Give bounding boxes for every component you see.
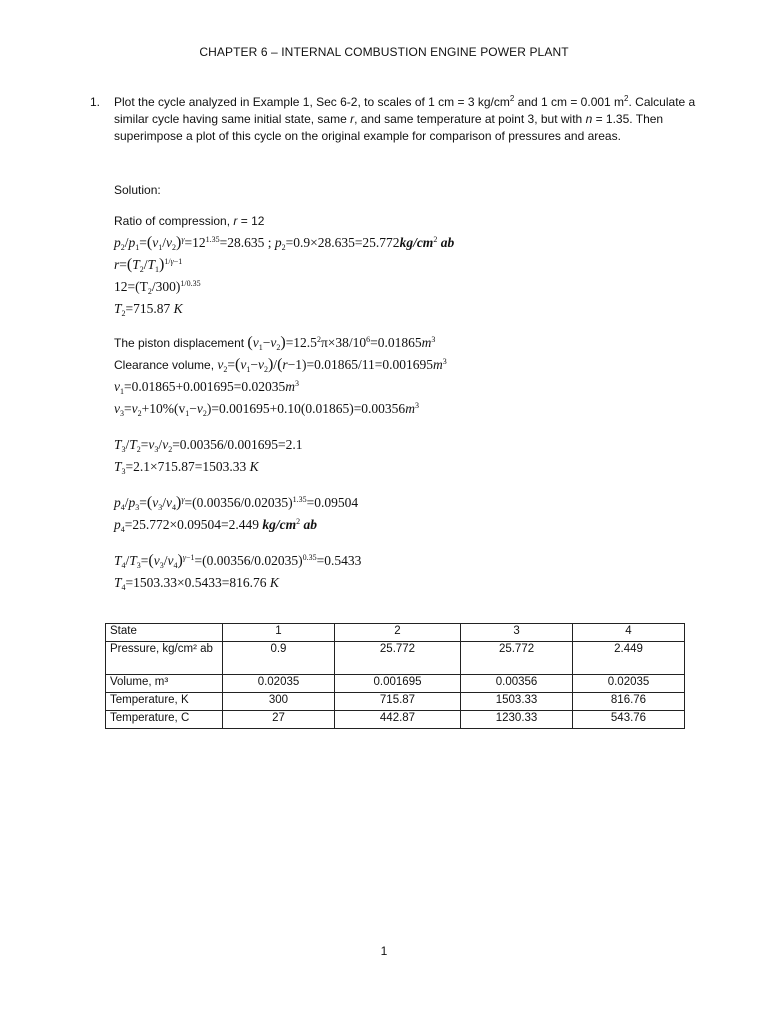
equation-t3-ratio: $T_3/T_2=v_3/v_2=0.00356/0.001695=2.1$ [114, 437, 303, 454]
table-row [106, 711, 685, 729]
table-row [106, 624, 685, 642]
equation-displacement: The piston displacement $(v_1-v_2)=12.5^2\pi\times 38/10^6=0.01865m^3$ [114, 334, 436, 352]
table-cell: 3 [461, 624, 573, 642]
problem-number: 1. [90, 95, 101, 109]
table-row [106, 675, 685, 693]
table-cell: State [106, 624, 223, 642]
equation-r: $r=(T_2/T_1)^{1/\gamma-1}$ [114, 256, 183, 274]
table-cell: 1503.33 [461, 693, 573, 711]
table-cell: 25.772 [461, 642, 573, 675]
table-cell: Volume, m³ [106, 675, 223, 693]
page-number: 1 [380, 944, 388, 958]
table-cell: 442.87 [334, 711, 460, 729]
state-table [105, 623, 685, 729]
solution-body [114, 210, 454, 594]
table-cell: 816.76 [573, 693, 685, 711]
table-cell: 2 [334, 624, 460, 642]
table-cell: 2.449 [573, 642, 685, 675]
table-cell: 0.9 [223, 642, 335, 675]
table-cell: 4 [573, 624, 685, 642]
equation-t2: $T_2=715.87$ K [114, 301, 183, 318]
table-cell: 0.02035 [573, 675, 685, 693]
equation-t4-ratio: $T_4/T_3=(v_3/v_4)^{\gamma-1}=(0.00356/0.02035)^{0.35}=0.5433$ [114, 552, 362, 570]
compression-ratio-line: Ratio of compression, r = 12 [114, 214, 265, 228]
problem-text: Plot the cycle analyzed in Example 1, Sec 6-2, to scales of 1 cm = 3 $kg/cm^2$ and 1 cm = 0.001 $m^2$. Calculate a similar cycle having same initial state, same r, and same temperature at point 3, but with n = 1.35. Then superimpose a plot of this cycle on the original example for comparison of pressures and areas. [114, 94, 696, 143]
equation-v1: $v_1=0.01865+0.001695=0.02035m^3$ [114, 379, 299, 396]
equation-v3: $v_3=v_2+10\%(v_1-v_2)=0.001695+0.10(0.01865)=0.00356m^3$ [114, 401, 419, 418]
table-cell: 0.001695 [334, 675, 460, 693]
solution-label: Solution: [114, 183, 161, 197]
table-row [106, 642, 685, 675]
table-cell: 27 [223, 711, 335, 729]
table-row [106, 693, 685, 711]
equation-p4: $p_4=25.772\times 0.09504=2.449$ $kg/cm^2$ ab [114, 517, 317, 534]
chapter-heading: CHAPTER 6 – INTERNAL COMBUSTION ENGINE POWER PLANT [199, 45, 569, 59]
table-cell: 300 [223, 693, 335, 711]
table-cell: 25.772 [334, 642, 460, 675]
table-cell: Temperature, K [106, 693, 223, 711]
table-cell: Temperature, C [106, 711, 223, 729]
problem-statement [90, 94, 700, 145]
table-cell: 715.87 [334, 693, 460, 711]
equation-p2: $p_2/p_1=(v_1/v_2)^\gamma=12^{1.35}=28.635$ ; $p_2=0.9\times 28.635=25.772kg/cm^2$ ab [114, 234, 455, 252]
equation-p4-ratio: $p_4/p_3=(v_3/v_4)^\gamma=(0.00356/0.02035)^{1.35}=0.09504$ [114, 494, 359, 512]
table-cell: 0.02035 [223, 675, 335, 693]
table-cell: 1 [223, 624, 335, 642]
equation-t2-ratio: $12=(T_2/300)^{1/0.35}$ [114, 279, 201, 296]
table-cell: Pressure, kg/cm² ab [106, 642, 223, 675]
table-cell: 0.00356 [461, 675, 573, 693]
equation-t3: $T_3=2.1\times 715.87=1503.33$ K [114, 459, 259, 476]
equation-clearance: Clearance volume, $v_2=(v_1-v_2)/(r-1)=0.01865/11=0.001695m^3$ [114, 356, 447, 374]
table-cell: 1230.33 [461, 711, 573, 729]
equation-t4: $T_4=1503.33\times 0.5433=816.76$ K [114, 575, 279, 592]
table-cell: 543.76 [573, 711, 685, 729]
